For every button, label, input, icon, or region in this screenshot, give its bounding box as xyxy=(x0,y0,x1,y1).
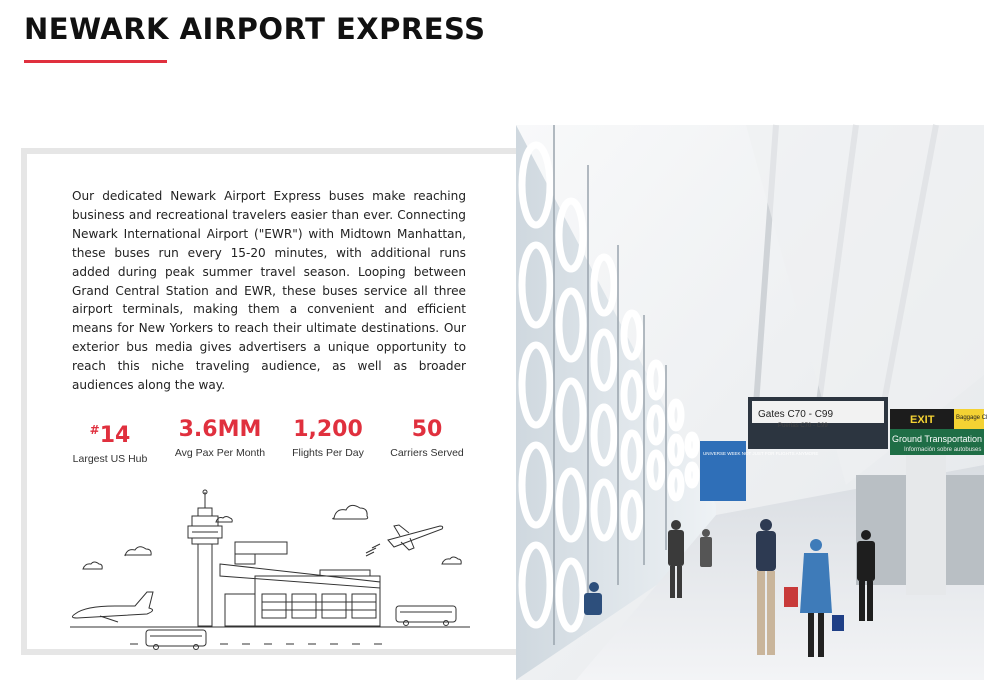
stat-carriers xyxy=(382,416,472,459)
gates-sign-text: Gates C70 - C99 xyxy=(758,409,834,420)
airport-illustration xyxy=(70,486,470,654)
gates-sign-text-es: Puertas C70 - C99 xyxy=(778,423,828,429)
cloud-icon xyxy=(83,562,102,569)
stat-value: 50 xyxy=(411,417,443,442)
airplane-icon xyxy=(366,525,443,556)
stat-value xyxy=(60,416,160,450)
intro-paragraph: Our dedicated Newark Airport Express buses make reaching business and recreational travelers easier than ever. Connecting Newark International Airport ("EWR") with Midtown Manhattan, these buses run every 15-20 minutes, with additional runs added during peak summer travel season. Looping between Grand Central Station and EWR, these buses service all three airport terminals, making them a convenient and efficient means for New Yorkers to reach their ultimate destinations. Our exterior bus media gives advertisers a unique opportunity to reach this niche traveling audience, as well as broader audiences along the way. xyxy=(72,189,466,393)
cloud-icon xyxy=(442,557,461,564)
stat-label: Flights Per Day xyxy=(292,447,364,459)
stat-value: 3.6MM xyxy=(178,417,262,442)
stat-label: Carriers Served xyxy=(390,447,464,459)
baggage-sign-text: Baggage Cl xyxy=(956,415,988,421)
cloud-icon xyxy=(125,547,151,556)
title-underline xyxy=(24,60,167,63)
handbag xyxy=(832,615,844,631)
gates-sign xyxy=(748,397,888,449)
stat-avg-pax xyxy=(168,416,272,459)
stats-row xyxy=(60,416,480,466)
stat-value: 1,200 xyxy=(293,417,363,442)
terminal-building-icon xyxy=(220,542,380,626)
suitcase xyxy=(784,587,798,607)
terminal-interior-image xyxy=(516,125,988,680)
stat-prefix: # xyxy=(89,423,100,437)
bus-icon xyxy=(146,630,206,650)
cloud-icon xyxy=(333,505,368,519)
stat-label: Largest US Hub xyxy=(72,453,148,465)
ground-sign-text-es: Información sobre autobuses xyxy=(904,447,982,453)
exit-sign xyxy=(890,409,987,429)
page-title: NEWARK AIRPORT EXPRESS xyxy=(24,12,486,46)
stat-number: 14 xyxy=(99,423,131,448)
stat-label: Avg Pax Per Month xyxy=(174,447,266,459)
stat-largest-hub xyxy=(60,416,160,465)
banner-text: UNIVERSE WEEK NOT JUST FOR FLIGHTS ANYMORE xyxy=(703,451,819,456)
airport-terminal-photo xyxy=(516,125,988,680)
control-tower-icon xyxy=(188,490,222,626)
stat-flights xyxy=(280,416,376,459)
airplane-icon xyxy=(72,592,153,622)
bus-icon xyxy=(396,606,456,626)
exit-sign-text: EXIT xyxy=(910,414,935,426)
ground-transport-sign xyxy=(890,429,984,455)
ground-sign-text: Ground Transportation xyxy=(892,434,983,444)
